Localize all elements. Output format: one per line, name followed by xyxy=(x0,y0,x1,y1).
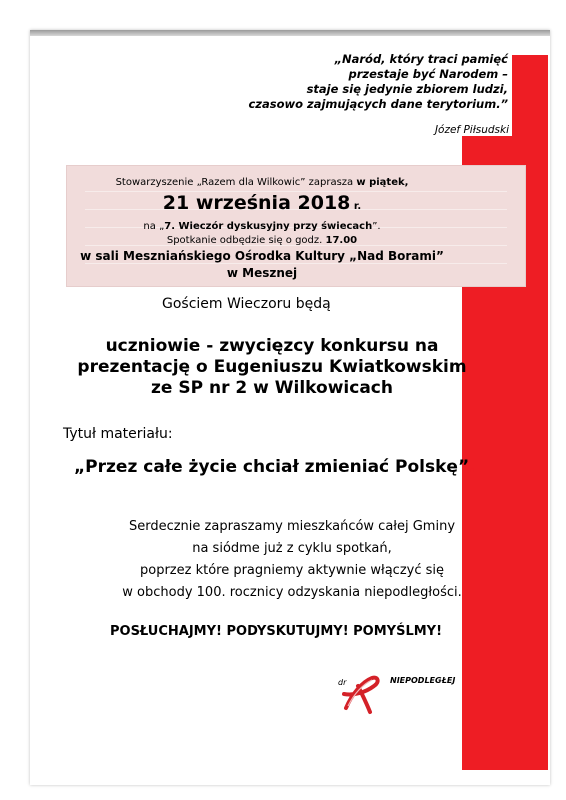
invitation-line-1 xyxy=(66,176,458,190)
logo-text: NIEPODLEGŁEJ xyxy=(390,676,456,685)
welcome-line-1: Serdecznie zapraszamy mieszkańców całej Gminy xyxy=(128,519,456,534)
welcome-text xyxy=(72,516,512,604)
invitation-date-line xyxy=(66,191,458,219)
students-line-2: prezentację o Eugeniuszu Kwiatkowskim xyxy=(77,357,467,377)
invitation-venue-1: w sali Meszniańskiego Ośrodka Kultury „Nad Borami” xyxy=(80,249,444,263)
niepodlegla-logo xyxy=(332,672,482,716)
welcome-line-2: na siódme już z cyklu spotkań, xyxy=(192,541,392,556)
invitation-event-name: 7. Wieczór dyskusyjny przy świecach xyxy=(164,221,373,232)
invitation-time-line xyxy=(66,234,458,248)
motto-author: Józef Piłsudski xyxy=(434,124,509,136)
invitation-venue-2: w Mesznej xyxy=(226,266,298,280)
invitation-time-prefix: Spotkanie odbędzie się o godz. xyxy=(166,235,326,246)
material-title-ending: . xyxy=(469,457,476,477)
guests-intro: Gościem Wieczoru będą xyxy=(162,296,331,312)
motto-quote: „Naród, który traci pamięć przestaje być Narodem – staje się jedynie zbiorem ludzi, czasowo zajmujących dane terytorium.” xyxy=(248,52,508,111)
material-title xyxy=(74,457,534,477)
invitation-event-prefix: na „ xyxy=(143,221,165,232)
red-flag-band xyxy=(462,55,548,770)
invitation-day: w piątek, xyxy=(356,177,409,188)
invitation-date: 21 września 2018 xyxy=(162,192,351,214)
invitation-text xyxy=(66,176,458,282)
material-title-text: „Przez całe życie chciał zmieniać Polskę” xyxy=(74,457,470,477)
invitation-organizer: Stowarzyszenie „Razem dla Wilkowic” zaprasza xyxy=(115,177,357,188)
logo-prefix: dr xyxy=(338,678,347,687)
title-label: Tytuł materiału: xyxy=(63,426,173,442)
welcome-line-3: poprzez które pragniemy aktywnie włączyć się xyxy=(139,563,445,578)
invitation-date-suffix: r. xyxy=(350,201,362,212)
invitation-event-line xyxy=(66,220,458,234)
students-heading xyxy=(62,336,482,399)
students-line-1: uczniowie - zwycięzcy konkursu na xyxy=(105,336,439,356)
welcome-line-4: w obchody 100. rocznicy odzyskania niepodległości. xyxy=(122,585,462,600)
invitation-event-suffix: ”. xyxy=(372,221,381,232)
invitation-time: 17.00 xyxy=(325,235,358,246)
slogan: POSŁUCHAJMY! PODYSKUTUJMY! POMYŚLMY! xyxy=(109,624,443,639)
students-line-3: ze SP nr 2 w Wilkowicach xyxy=(151,378,393,398)
